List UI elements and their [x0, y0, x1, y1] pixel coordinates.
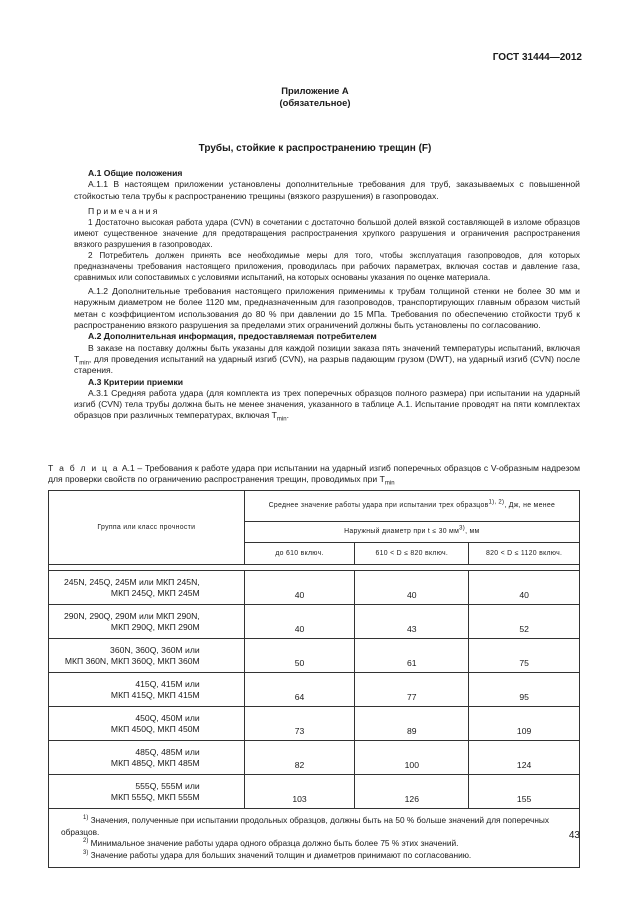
note-1: 1 Достаточно высокая работа удара (CVN) в сочетании с достаточно большой долей вязкой составляющей в изломе образцов имеют существенное значение для предотвращения распространения хрупкого разрушения и ограничения распространения вязкого разрушения в газопроводах. [74, 218, 580, 250]
table-row [49, 673, 580, 707]
header-diameter-unit: , мм [465, 528, 480, 535]
annex-title: Приложение А [281, 85, 349, 96]
table-footnotes [49, 809, 580, 868]
row-group-line-1: 360N, 360Q, 360M или [110, 644, 200, 655]
row-value-d2: 43 [355, 605, 469, 639]
row-group-line-2: МКП 450Q, МКП 450M [110, 723, 200, 734]
row-value-d3: 109 [469, 707, 580, 741]
a3-text-start: А.3.1 Средняя работа удара (для комплекта из трех поперечных образцов полного размера) при испытании на ударный изгиб (CVN) тела трубы должна быть не менее значения, указанного в таблице А.1. Испытание проводят на пяти комплектах образцов при различных температурах, включая T [74, 387, 580, 421]
paragraph-a3-1 [74, 388, 580, 422]
table-row [49, 707, 580, 741]
row-value-d2: 126 [355, 775, 469, 809]
a2-text-end: , для проведения испытаний на ударный изгиб (CVN), на разрыв падающим грузом (DWT), на ударный изгиб (CVN) после старения. [74, 353, 580, 376]
row-value-d3: 52 [469, 605, 580, 639]
table-row [49, 639, 580, 673]
footnote-1-text: Значения, полученные при испытании продольных образцов, должны быть на 50 % больше значений для поперечных образцов. [61, 815, 550, 837]
footnote-2 [61, 838, 571, 850]
row-group-line-1: 555Q, 555M или [135, 780, 200, 791]
row-group-line-2: МКП 290Q, МКП 290M [110, 621, 200, 632]
header-energy [244, 491, 579, 522]
header-diameter [244, 522, 579, 543]
row-value-d3: 155 [469, 775, 580, 809]
row-value-d1: 40 [244, 571, 355, 605]
table-caption-prefix: Т а б л и ц а [48, 463, 120, 473]
header-energy-sup: 1), 2) [488, 499, 505, 506]
row-value-d1: 82 [244, 741, 355, 775]
row-group-line-1: 485Q, 485M или [135, 746, 200, 757]
row-value-d2: 100 [355, 741, 469, 775]
page-number: 43 [568, 830, 580, 841]
paragraph-a1-1: А.1.1 В настоящем приложении установлены дополнительные требования для труб, заказываемых с повышенной стойкостью тела трубы к распространению трещины (вязкого разрушения) в газопроводах. [74, 179, 580, 201]
header-energy-unit: , Дж, не менее [504, 502, 556, 509]
row-value-d1: 40 [244, 605, 355, 639]
table-caption-subscript: min [384, 481, 395, 488]
header-diameter-text: Наружный диаметр при t ≤ 30 мм [344, 528, 460, 535]
table-row [49, 571, 580, 605]
subheader-d2: 610 < D ≤ 820 включ. [355, 543, 469, 565]
row-group [49, 741, 245, 775]
table-caption [48, 463, 580, 486]
footnote-3-mark: 3) [83, 849, 89, 856]
subheader-d1: до 610 включ. [244, 543, 355, 565]
footnote-1-mark: 1) [83, 815, 89, 822]
appendix-title: Трубы, стойкие к распространению трещин (F) [198, 143, 432, 154]
a3-text-end: . [286, 410, 289, 421]
note-2: 2 Потребитель должен принять все необходимые меры для того, чтобы эксплуатация газопроводов, для которых предназначены требования настоящего приложения, проводилась при рабочих параметрах, включая состав и давление газа, сравнимых или сопоставимых с условиями испытаний, на которых основаны указания по оценке материала. [74, 251, 580, 283]
table-row [49, 775, 580, 809]
row-group-line-2: МКП 485Q, МКП 485M [110, 757, 200, 768]
impact-energy-table [48, 490, 580, 868]
body-text [74, 168, 580, 422]
table-row [49, 741, 580, 775]
standard-header: ГОСТ 31444—2012 [492, 52, 582, 63]
row-group-line-1: 245N, 245Q, 245M или МКП 245N, [64, 576, 200, 587]
table-caption-text: А.1 – Требования к работе удара при испытании на ударный изгиб поперечных образцов с V-образным надрезом для проверки свойств по ограничению распространения трещин, проводимых при T [48, 463, 580, 485]
row-value-d1: 103 [244, 775, 355, 809]
row-value-d3: 40 [469, 571, 580, 605]
row-group-line-2: МКП 245Q, МКП 245M [110, 587, 200, 598]
footnote-3-text: Значение работы удара для больших значений толщин и диаметров принимают по согласованию. [88, 849, 472, 860]
table-row [49, 605, 580, 639]
row-group-line-2: МКП 555Q, МКП 555M [110, 791, 200, 802]
annex-status: (обязательное) [279, 97, 351, 108]
paragraph-a2 [74, 343, 580, 377]
row-group [49, 673, 245, 707]
footnote-1 [61, 815, 571, 838]
row-group [49, 639, 245, 673]
annex-label [0, 85, 630, 109]
row-value-d3: 75 [469, 639, 580, 673]
row-value-d2: 89 [355, 707, 469, 741]
row-group [49, 571, 245, 605]
row-value-d3: 95 [469, 673, 580, 707]
header-group-class: Группа или класс прочности [49, 491, 245, 565]
row-group-line-1: 290N, 290Q, 290M или МКП 290N, [64, 610, 200, 621]
row-value-d2: 61 [355, 639, 469, 673]
row-group-line-1: 450Q, 450M или [135, 712, 200, 723]
row-group [49, 605, 245, 639]
row-value-d1: 50 [244, 639, 355, 673]
row-group [49, 775, 245, 809]
subheader-d3: 820 < D ≤ 1120 включ. [469, 543, 580, 565]
row-group [49, 707, 245, 741]
row-value-d2: 40 [355, 571, 469, 605]
row-value-d1: 73 [244, 707, 355, 741]
header-diameter-sup: 3) [459, 525, 466, 532]
section-a1-heading: А.1 Общие положения [88, 168, 183, 178]
paragraph-a1-2: А.1.2 Дополнительные требования настоящего приложения применимы к трубам толщиной стенки не более 30 мм и наружным диаметром не более 1120 мм, предназначенным для газопроводов, транспортирующих главным образом чистый метан с коэффициентом использования до 80 % при давлении до 15 МПа. Требования по обеспечению стойкости труб к распространению вязкого разрушения за пределами этих ограничений должны быть установлены по согласованию. [74, 286, 580, 331]
row-group-line-2: МКП 415Q, МКП 415M [110, 689, 200, 700]
row-value-d2: 77 [355, 673, 469, 707]
row-value-d1: 64 [244, 673, 355, 707]
header-energy-text: Среднее значение работы удара при испытании трех образцов [268, 502, 489, 509]
row-group-line-2: МКП 360N, МКП 360Q, МКП 360M [64, 655, 200, 666]
notes-heading: Примечания [88, 205, 160, 216]
row-group-line-1: 415Q, 415M или [135, 678, 200, 689]
footnote-2-text: Минимальное значение работы удара одного образца должно быть более 75 % этих значений. [88, 838, 459, 848]
footnote-2-mark: 2) [83, 838, 89, 845]
section-a3-heading: А.3 Критерии приемки [88, 376, 184, 387]
section-a2-heading: А.2 Дополнительная информация, предоставляемая потребителем [88, 331, 377, 342]
a2-subscript: min [79, 360, 89, 367]
footnote-3 [61, 850, 571, 862]
a3-subscript: min [276, 417, 287, 424]
a2-text-start: В заказе на поставку должны быть указаны для каждой позиции заказа пять значений температуры испытаний, включая T [74, 342, 580, 364]
row-value-d3: 124 [469, 741, 580, 775]
